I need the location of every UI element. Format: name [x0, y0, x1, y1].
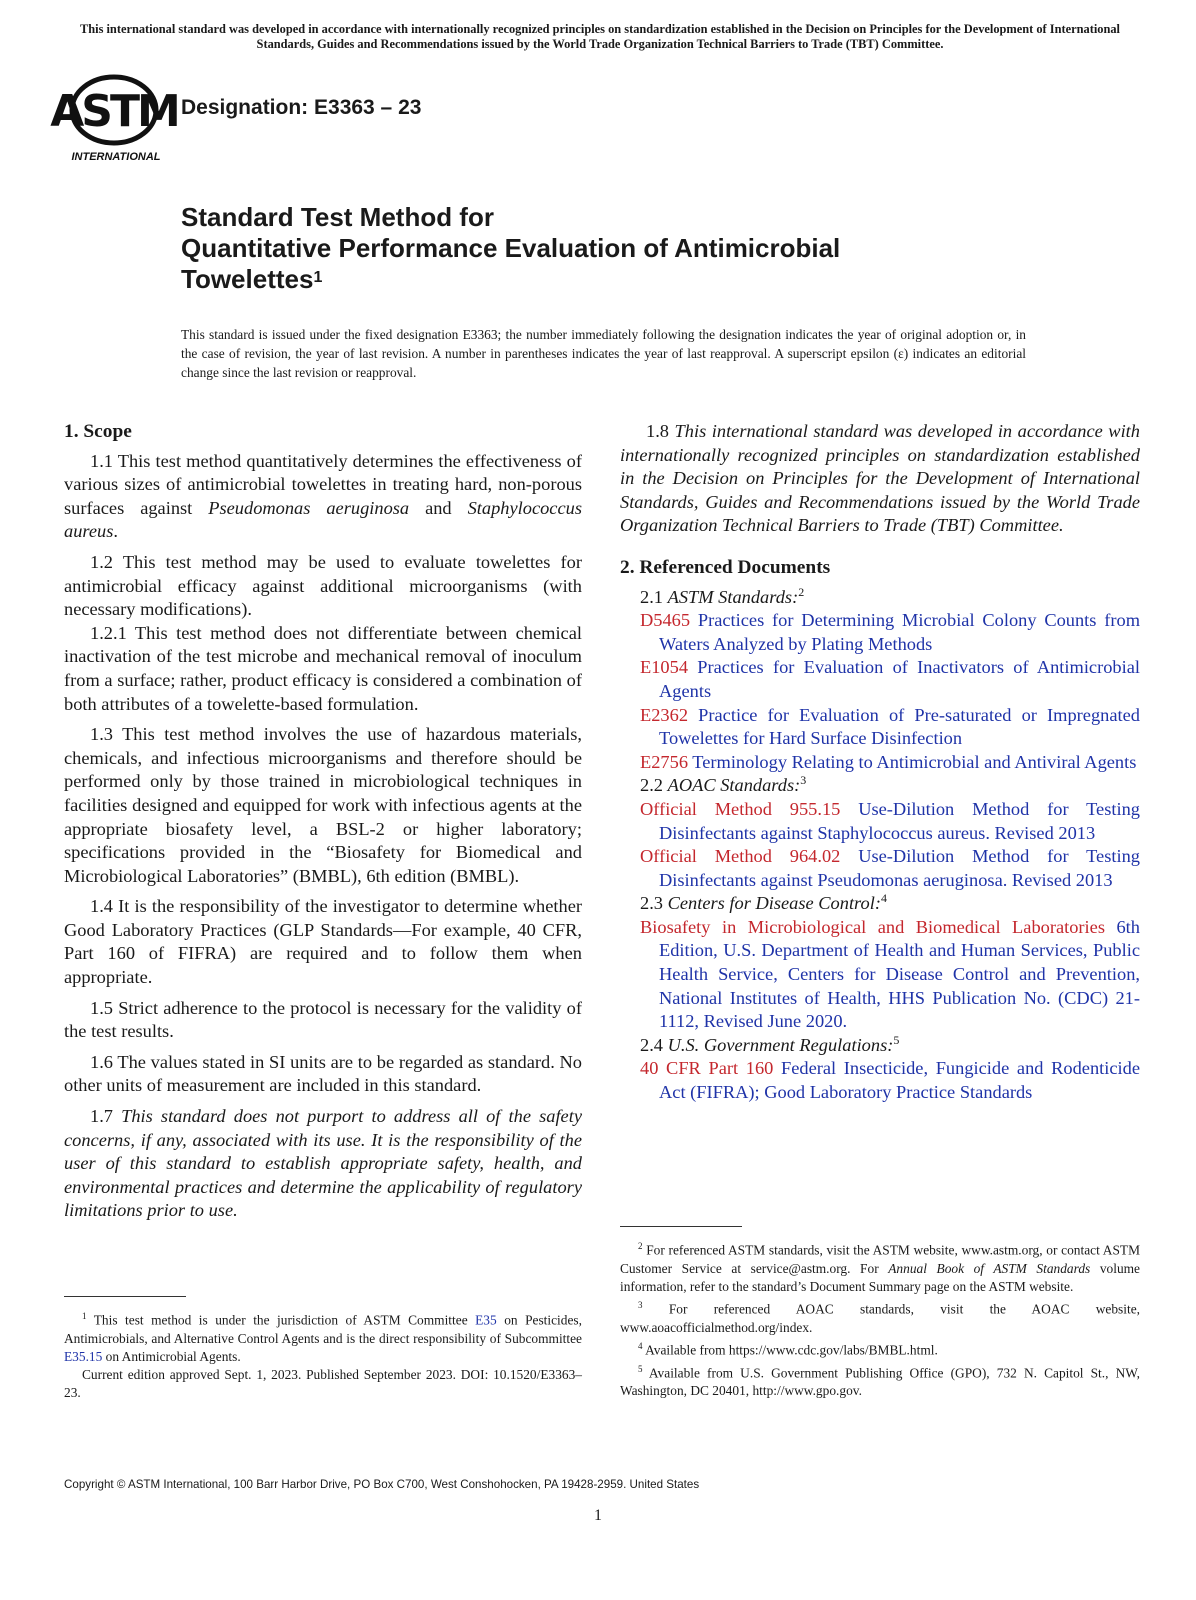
section-1-5: 1.5 Strict adherence to the protocol is necessary for the validity of the test results. [64, 997, 582, 1042]
section-2-3: 2.3 Centers for Disease Control:$^4$ [640, 891, 887, 914]
ref-aoac-955-15[interactable]: Official Method 955.15 Use-Dilution Method for Testing Disinfectants against Staphylococcus aureus. Revised 2013 [640, 798, 1140, 843]
ref-e2362[interactable]: E2362 Practice for Evaluation of Pre-saturated or Impregnated Towelettes for Hard Surface Disinfection [640, 704, 1140, 749]
footnote-divider [620, 1226, 742, 1227]
section-2-1: 2.1 ASTM Standards:$^2$ [640, 584, 805, 607]
footnotes-left [64, 1296, 582, 1402]
footnote-5: $^5$ Available from U.S. Government Publishing Office (GPO), 732 N. Capitol St., NW, Washington, DC 20401, http://www.gpo.gov. [620, 1363, 1141, 1399]
subcommittee-e35-15-link[interactable]: E35.15 [64, 1348, 103, 1364]
section-1-4: 1.4 It is the responsibility of the investigator to determine whether Good Laboratory Practices (GLP Standards—For example, 40 CFR, Part 160 of FIFRA) are required and to follow them when appropriate. [64, 896, 582, 988]
ref-aoac-964-02[interactable]: Official Method 964.02 Use-Dilution Method for Testing Disinfectants against Pseudomonas aeruginosa. Revised 2013 [640, 846, 1140, 890]
references-heading: 2. Referenced Documents [620, 556, 831, 578]
section-1-8: 1.8 This international standard was developed in accordance with internationally recognized principles on standardization established in the Decision on Principles for the Development of International Standards, Guides and Recommendations issued by the World Trade Organization Technical Barriers to Trade (TBT) Committee. [620, 421, 1140, 536]
issued-note: This standard is issued under the fixed designation E3363; the number immediately following the designation indicates the year of original adoption or, in the case of revision, the year of last revision. A number in parentheses indicates the year of last reapproval. A superscript epsilon (ε) indicates an editorial change since the last revision or reapproval. [181, 327, 1026, 380]
section-1-2: 1.2 This test method may be used to evaluate towelettes for antimicrobial efficacy against additional microorganisms (with necessary modifications). [64, 551, 582, 620]
svg-text:ASTM: ASTM [50, 86, 178, 137]
section-1-7: 1.7 This standard does not purport to address all of the safety concerns, if any, associated with its use. It is the responsibility of the user of this standard to establish appropriate safety, health, and environmental practices and determine the applicability of regulatory limitations prior to use. [64, 1106, 582, 1221]
footnote-4: $^4$ Available from https://www.cdc.gov/labs/BMBL.html. [638, 1340, 938, 1358]
title-line-3: Towelettes [181, 264, 314, 294]
right-column [620, 420, 1140, 1105]
ref-e1054[interactable]: E1054 Practices for Evaluation of Inactivators of Antimicrobial Agents [640, 657, 1140, 701]
scope-heading: 1. Scope [64, 421, 132, 442]
left-column [64, 420, 582, 1230]
section-1-1: 1.1 This test method quantitatively determines the effectiveness of various sizes of antimicrobial towelettes in treating hard, non-porous surfaces against Pseudomonas aeruginosa and Staphylococcus aureus. [64, 450, 582, 542]
page-number: 1 [594, 1507, 602, 1524]
footnote-divider [64, 1296, 186, 1297]
document-title [181, 202, 1081, 295]
ref-40cfr160[interactable]: 40 CFR Part 160 Federal Insecticide, Fungicide and Rodenticide Act (FIFRA); Good Laboratory Practice Standards [640, 1058, 1140, 1103]
svg-text:INTERNATIONAL: INTERNATIONAL [71, 151, 161, 163]
footnote-2: $^2$ For referenced ASTM standards, visit the ASTM website, www.astm.org, or contact ASTM Customer Service at service@astm.org. For Annual Book of ASTM Standards volume information, refer to the standard’s Document Summary page on the ASTM website. [620, 1241, 1140, 1294]
section-1-2-1: 1.2.1 This test method does not differentiate between chemical inactivation of the test microbe and mechanical removal of inoculum from a surface; rather, product efficacy is considered a combination of both attributes of a towelette-based formulation. [64, 622, 582, 714]
footnote-edition: Current edition approved Sept. 1, 2023. Published September 2023. DOI: 10.1520/E3363–23. [64, 1367, 582, 1401]
footnotes-right [620, 1226, 1140, 1401]
title-line-1: Standard Test Method for [181, 202, 494, 232]
astm-logo [50, 70, 178, 166]
footnote-1: $^1$ This test method is under the jurisdiction of ASTM Committee E35 on Pesticides, Antimicrobials, and Alternative Control Agents and is the direct responsibility of Subcommittee E35.15 on Antimicrobial Agents. [64, 1311, 582, 1364]
section-2-4: 2.4 U.S. Government Regulations:$^5$ [640, 1032, 900, 1055]
committee-e35-link[interactable]: E35 [475, 1312, 497, 1328]
ref-d5465[interactable]: D5465 Practices for Determining Microbial Colony Counts from Waters Analyzed by Plating Methods [640, 610, 1140, 654]
section-1-3: 1.3 This test method involves the use of hazardous materials, chemicals, and infectious microorganisms and therefore should be performed only by those trained in microbiological techniques in facilities designed and equipped for work with infectious agents at the appropriate biosafety level, a BSL-2 or higher laboratory; specifications provided in the “Biosafety for Biomedical and Microbiological Laboratories” (BMBL), 6th edition (BMBL). [64, 724, 582, 886]
section-2-2: 2.2 AOAC Standards:$^3$ [640, 773, 807, 796]
section-1-6: 1.6 The values stated in SI units are to be regarded as standard. No other units of measurement are included in this standard. [64, 1051, 582, 1096]
copyright: Copyright © ASTM International, 100 Barr Harbor Drive, PO Box C700, West Conshohocken, PA 19428-2959. United States [64, 1478, 700, 1491]
ref-bmbl[interactable]: Biosafety in Microbiological and Biomedical Laboratories 6th Edition, U.S. Department of Health and Human Services, Public Health Service, Centers for Disease Control and Prevention, National Institutes of Health, HHS Publication No. (CDC) 21- 1112, Revised June 2020. [640, 916, 1140, 1032]
ref-e2756[interactable]: E2756 Terminology Relating to Antimicrobial and Antiviral Agents [640, 751, 1137, 772]
title-footnote-mark: 1 [313, 269, 323, 286]
wto-notice: This international standard was developed in accordance with internationally recognized principles on standardization established in the Decision on Principles for the Development of International Standards, Guides and Recommendations issued by the World Trade Organization Technical Barriers to Trade (TBT) Committee. [79, 22, 1121, 51]
title-line-2: Quantitative Performance Evaluation of Antimicrobial [181, 233, 841, 263]
designation: Designation: E3363 – 23 [181, 96, 422, 119]
footnote-3: $^3$ For referenced AOAC standards, visit the AOAC website, www.aoacofficialmethod.org/index. [620, 1300, 1140, 1335]
